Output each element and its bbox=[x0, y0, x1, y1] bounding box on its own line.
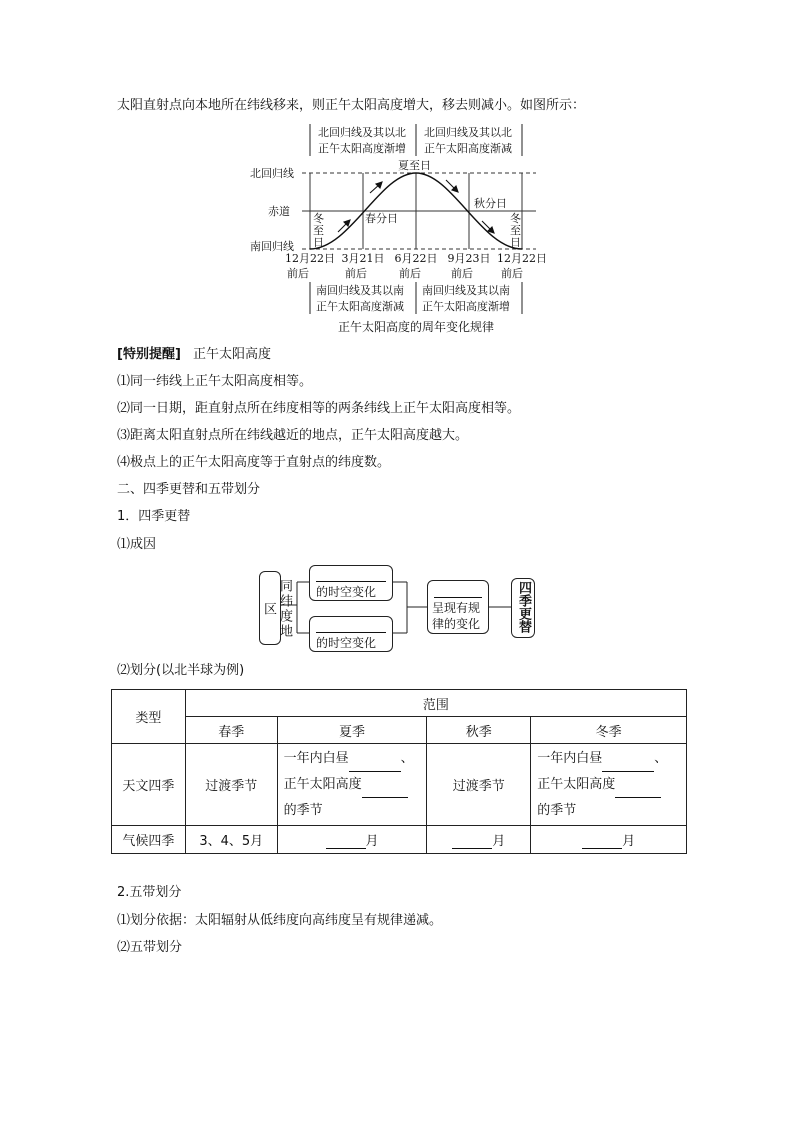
winter-solstice-char-3: 日 bbox=[313, 236, 324, 249]
tip-item-1: ⑴同一纬线上正午太阳高度相等。 bbox=[117, 374, 313, 389]
winter-day-text: 一年内白昼 bbox=[537, 750, 603, 766]
tip-item-4: ⑷极点上的正午太阳高度等于直射点的纬度数。 bbox=[117, 455, 391, 470]
row-astronomical-label: 天文四季 bbox=[112, 744, 186, 826]
autumn-months-blank[interactable] bbox=[452, 834, 492, 849]
autumn-month-suffix: 月 bbox=[492, 834, 506, 849]
tropic-capricorn-label: 南回归线 bbox=[250, 240, 294, 253]
qianhou-4: 前后 bbox=[451, 267, 473, 280]
diagram-caption: 正午太阳高度的周年变化规律 bbox=[337, 320, 495, 334]
summer-months-blank[interactable] bbox=[326, 834, 366, 849]
flow-top-text: 的时空变化 bbox=[316, 585, 377, 599]
winter-month-suffix: 月 bbox=[622, 834, 636, 849]
flow-top-blank[interactable] bbox=[316, 567, 386, 582]
flow-connectors bbox=[255, 560, 545, 660]
row-climatic-label: 气候四季 bbox=[112, 826, 186, 854]
spring-transition: 过渡季节 bbox=[185, 744, 277, 826]
tip-title: 正午太阳高度 bbox=[193, 347, 272, 362]
tropic-cancer-label: 北回归线 bbox=[250, 167, 294, 180]
summer-solstice-label: 夏至日 bbox=[398, 159, 431, 172]
qianhou-2: 前后 bbox=[345, 267, 367, 280]
range-header: 范围 bbox=[185, 690, 686, 717]
flow-right-box bbox=[511, 578, 535, 638]
summer-description bbox=[277, 744, 427, 826]
flow-left-text: 同纬度地区 bbox=[261, 579, 292, 639]
flow-bottom-text: 的时空变化 bbox=[316, 636, 377, 650]
zone-basis: ⑴划分依据：太阳辐射从低纬度向高纬度呈有规律递减。 bbox=[117, 913, 443, 928]
bottom-box-2-line1: 南回归线及其以南 bbox=[422, 284, 510, 297]
date-4: 9月23日 bbox=[447, 252, 491, 265]
intro-text: 太阳直射点向本地所在纬线移来，则正午太阳高度增大，移去则减小。如图所示： bbox=[117, 98, 586, 113]
seasons-table bbox=[111, 689, 687, 854]
autumn-months-cell bbox=[427, 826, 531, 854]
spring-equinox-label: 春分日 bbox=[365, 212, 398, 225]
top-box-1-line1: 北回归线及其以北 bbox=[318, 126, 406, 139]
tip-heading bbox=[117, 346, 271, 364]
cause-label: ⑴成因 bbox=[117, 537, 157, 552]
spring-months: 3、4、5月 bbox=[185, 826, 277, 854]
equator-label: 赤道 bbox=[268, 205, 290, 218]
top-box-2-line1: 北回归线及其以北 bbox=[424, 126, 512, 139]
flow-top-box bbox=[309, 565, 393, 601]
type-header: 类型 bbox=[112, 690, 186, 744]
season-winter: 冬季 bbox=[531, 717, 687, 744]
date-5: 12月22日 bbox=[497, 252, 547, 265]
winter-solstice-end-char-3: 日 bbox=[510, 236, 521, 249]
winter-solstice-char-1: 冬 bbox=[313, 212, 324, 225]
bottom-box-2-line2: 正午太阳高度渐增 bbox=[422, 300, 510, 313]
date-1: 12月22日 bbox=[285, 252, 335, 265]
season-spring: 春季 bbox=[185, 717, 277, 744]
winter-solstice-end-char-1: 冬 bbox=[510, 212, 521, 225]
tip-label: [特别提醒] bbox=[117, 347, 181, 362]
summer-season-text: 的季节 bbox=[283, 802, 323, 818]
winter-day-blank[interactable] bbox=[602, 757, 654, 772]
summer-noon-blank[interactable] bbox=[362, 783, 408, 798]
top-box-2-line2: 正午太阳高度渐减 bbox=[424, 142, 512, 155]
autumn-transition: 过渡季节 bbox=[427, 744, 531, 826]
flow-middle-line2: 律的变化 bbox=[432, 617, 481, 631]
flow-middle-box bbox=[427, 580, 489, 634]
bottom-box-1-line1: 南回归线及其以南 bbox=[316, 284, 404, 297]
noon-sun-altitude-diagram bbox=[240, 118, 560, 340]
winter-months-cell bbox=[531, 826, 687, 854]
autumn-equinox-label: 秋分日 bbox=[474, 197, 507, 210]
winter-season-text: 的季节 bbox=[537, 802, 577, 818]
top-box-1-line2: 正午太阳高度渐增 bbox=[318, 142, 406, 155]
winter-noon-blank[interactable] bbox=[615, 783, 661, 798]
winter-solstice-end-char-2: 至 bbox=[510, 224, 521, 237]
winter-noon-text: 正午太阳高度 bbox=[537, 776, 616, 792]
flow-right-text: 四季更替 bbox=[516, 581, 531, 633]
flow-middle-line1: 呈现有规 bbox=[432, 601, 481, 615]
sub-2-title: 2.五带划分 bbox=[117, 885, 182, 900]
flow-bottom-blank[interactable] bbox=[316, 618, 386, 633]
summer-noon-text: 正午太阳高度 bbox=[283, 776, 362, 792]
winter-months-blank[interactable] bbox=[582, 834, 622, 849]
tip-item-2: ⑵同一日期，距直射点所在纬度相等的两条纬线上正午太阳高度相等。 bbox=[117, 401, 521, 416]
sub-1-title: 1．四季更替 bbox=[117, 509, 191, 524]
flow-middle-blank[interactable] bbox=[434, 583, 482, 598]
summer-comma: 、 bbox=[400, 750, 414, 766]
summer-month-suffix: 月 bbox=[365, 834, 379, 849]
summer-day-text: 一年内白昼 bbox=[283, 750, 349, 766]
section-2-title: 二、四季更替和五带划分 bbox=[117, 482, 261, 497]
season-summer: 夏季 bbox=[277, 717, 427, 744]
winter-comma: 、 bbox=[654, 750, 668, 766]
summer-months-cell bbox=[277, 826, 427, 854]
qianhou-3: 前后 bbox=[399, 267, 421, 280]
date-3: 6月22日 bbox=[394, 252, 438, 265]
division-label: ⑵划分(以北半球为例) bbox=[117, 663, 245, 678]
tip-item-3: ⑶距离太阳直射点所在纬线越近的地点，正午太阳高度越大。 bbox=[117, 428, 469, 443]
zone-label: ⑵五带划分 bbox=[117, 940, 183, 955]
summer-day-blank[interactable] bbox=[349, 757, 401, 772]
date-2: 3月21日 bbox=[341, 252, 385, 265]
qianhou-5: 前后 bbox=[501, 267, 523, 280]
winter-description bbox=[531, 744, 687, 826]
flow-left-box bbox=[259, 571, 292, 645]
bottom-box-1-line2: 正午太阳高度渐减 bbox=[316, 300, 404, 313]
flow-bottom-box bbox=[309, 616, 393, 652]
season-autumn: 秋季 bbox=[427, 717, 531, 744]
winter-solstice-char-2: 至 bbox=[313, 224, 324, 237]
qianhou-1: 前后 bbox=[287, 267, 309, 280]
